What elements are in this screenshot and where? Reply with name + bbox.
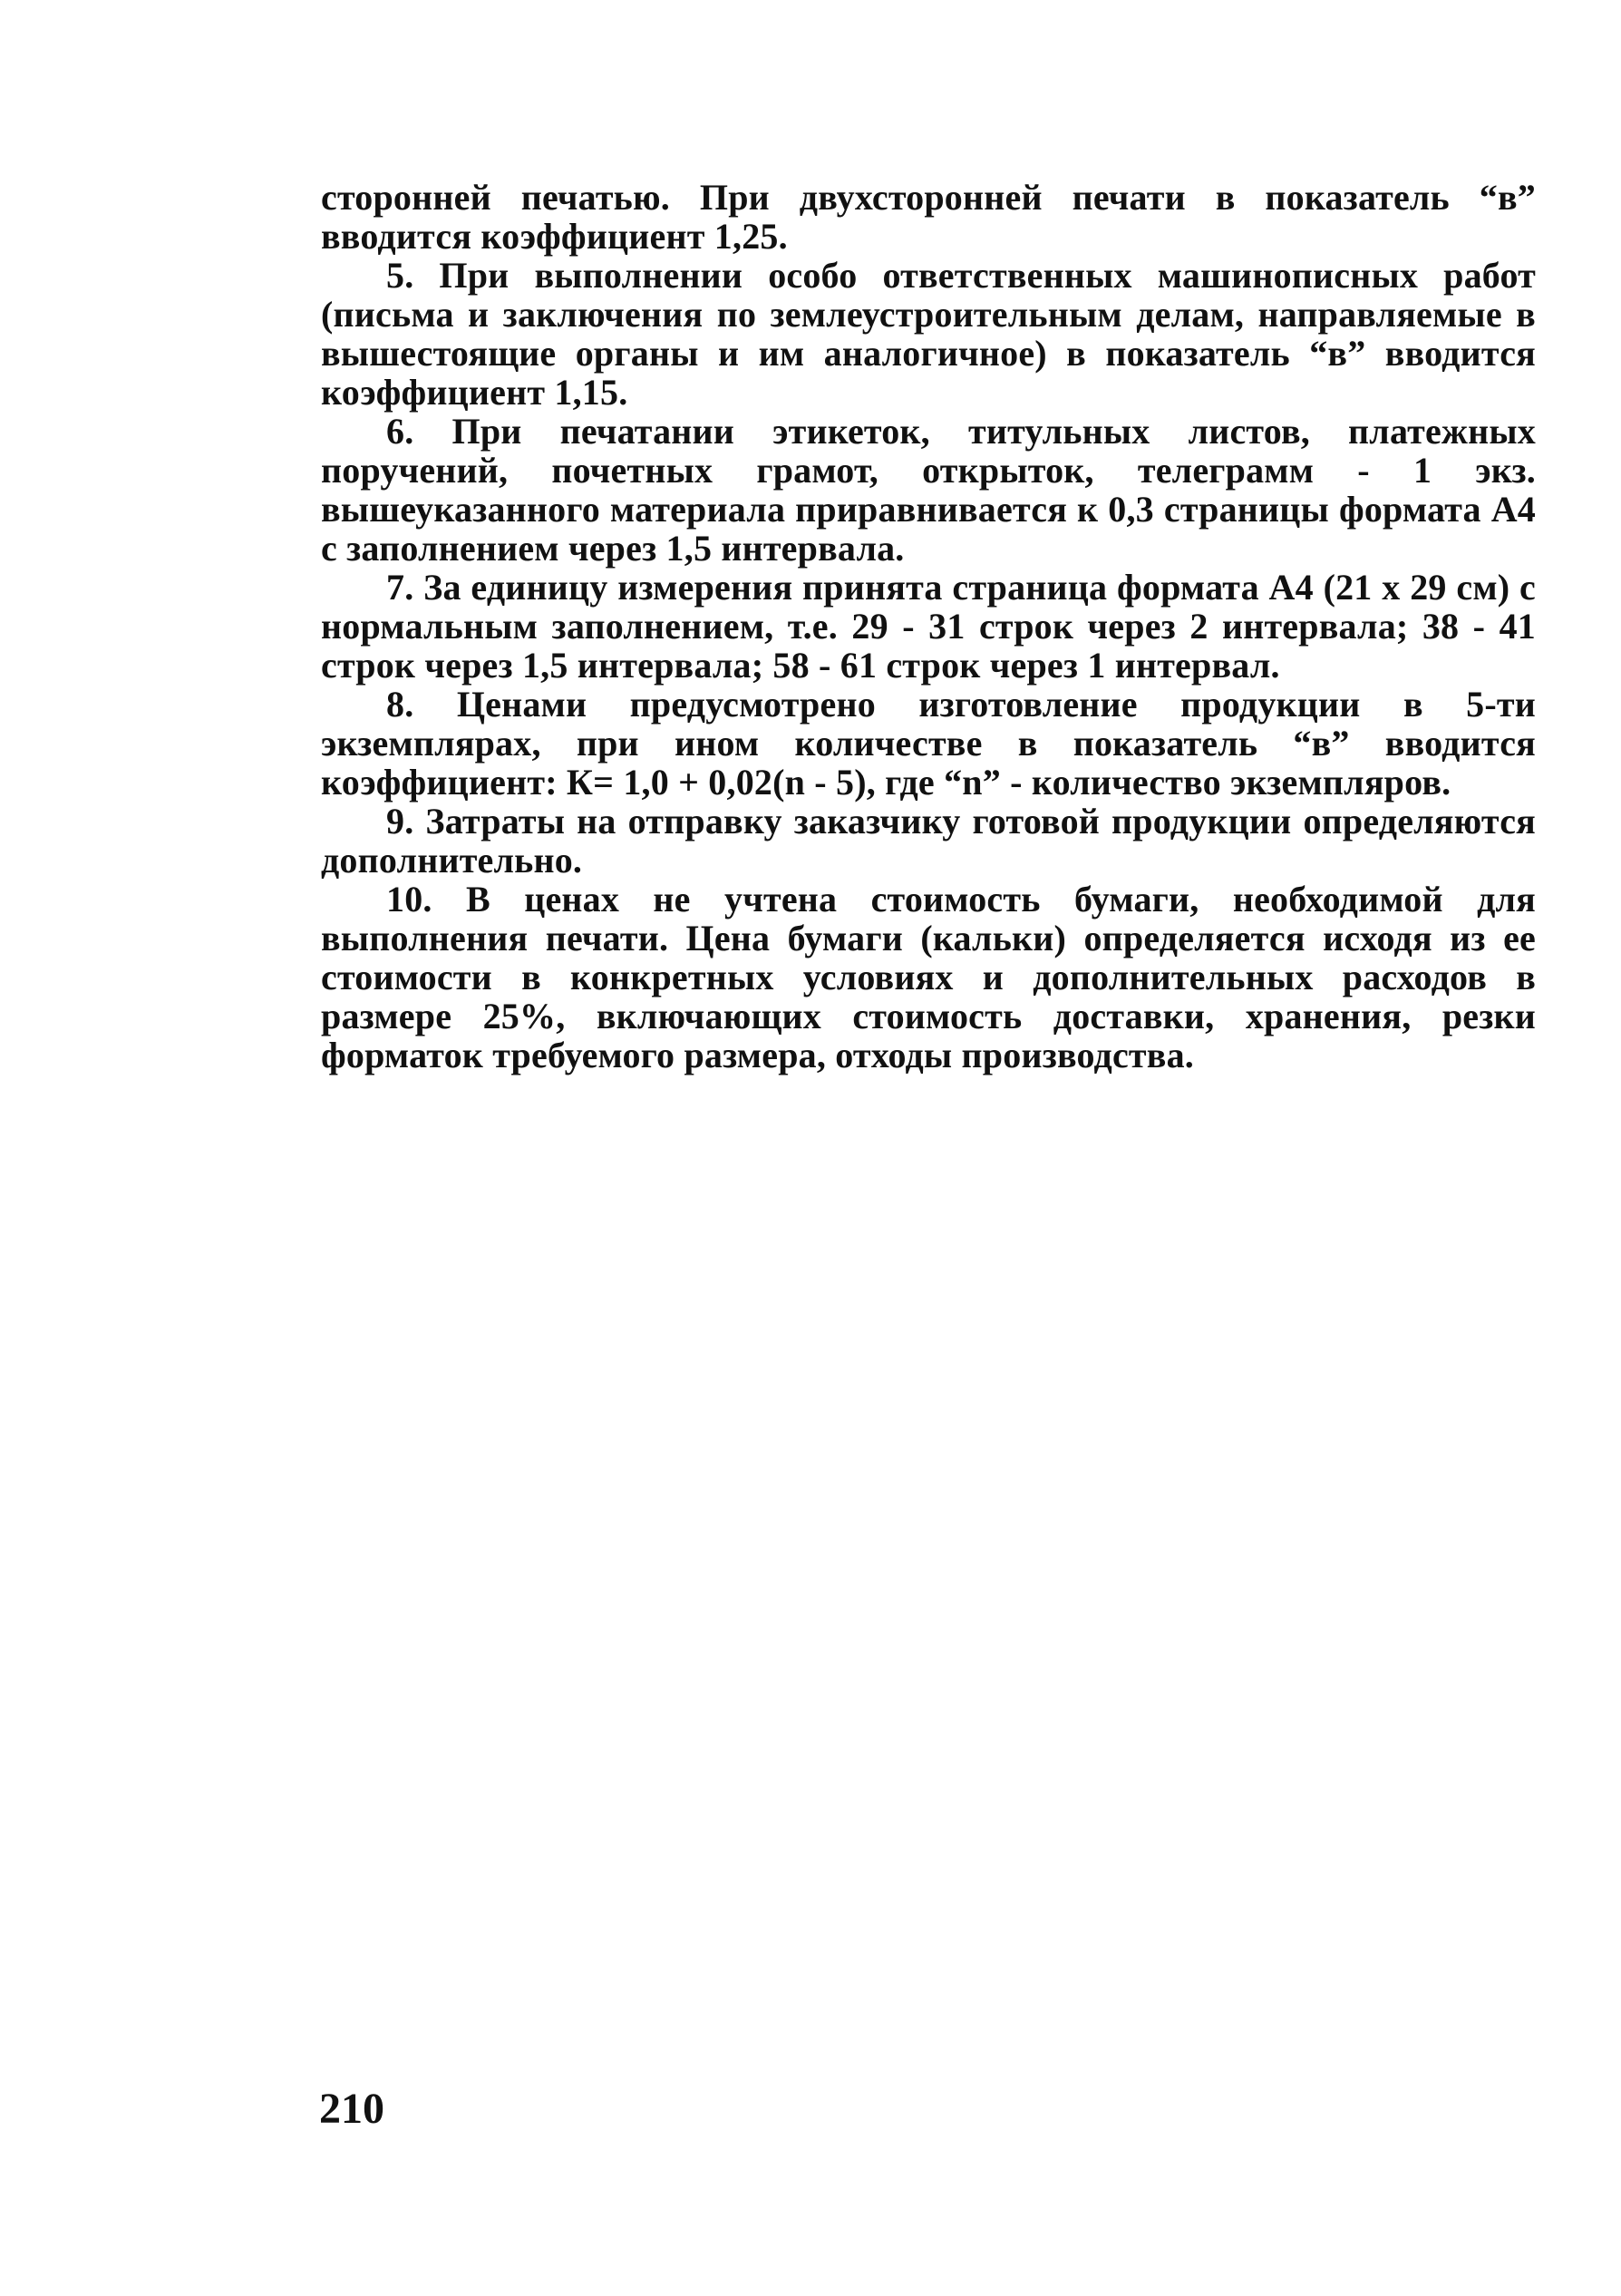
page-number: 210 <box>319 2085 384 2133</box>
paragraph-item-5: 5. При выполнении особо ответственных машинописных работ (письма и заключения по землеустроительным делам, направляемые в вышестоящие органы и им аналогичное) в показатель “в” вводится коэффициент 1,15. <box>321 255 1536 413</box>
paragraph-continuation: сторонней печатью. При двухсторонней печати в показатель “в” вводится коэффициент 1,25. <box>321 177 1536 257</box>
paragraph-item-8: 8. Ценами предусмотрено изготовление продукции в 5-ти экземплярах, при ином количестве в показатель “в” вводится коэффициент: К= 1,0 + 0,02(n - 5), где “n” - количество экземпляров. <box>321 684 1536 803</box>
body-text <box>321 178 1536 1075</box>
paragraph-item-9: 9. Затраты на отправку заказчику готовой продукции определяются дополнительно. <box>321 801 1536 880</box>
paragraph-item-6: 6. При печатании этикеток, титульных листов, платежных поручений, почетных грамот, открыток, телеграмм - 1 экз. вышеуказанного материала приравнивается к 0,3 страницы формата А4 с заполнением через 1,5 интервала. <box>321 411 1536 569</box>
paragraph-item-10: 10. В ценах не учтена стоимость бумаги, необходимой для выполнения печати. Цена бумаги (кальки) определяется исходя из ее стоимости в конкретных условиях и дополнительных расходов в размере 25%, включающих стоимость доставки, хранения, резки форматок требуемого размера, отходы производства. <box>321 879 1536 1075</box>
paragraph-item-7: 7. За единицу измерения принята страница формата А4 (21 х 29 см) с нормальным заполнением, т.е. 29 - 31 строк через 2 интервала; 38 - 41 строк через 1,5 интервала; 58 - 61 строк через 1 интервал. <box>321 567 1536 686</box>
